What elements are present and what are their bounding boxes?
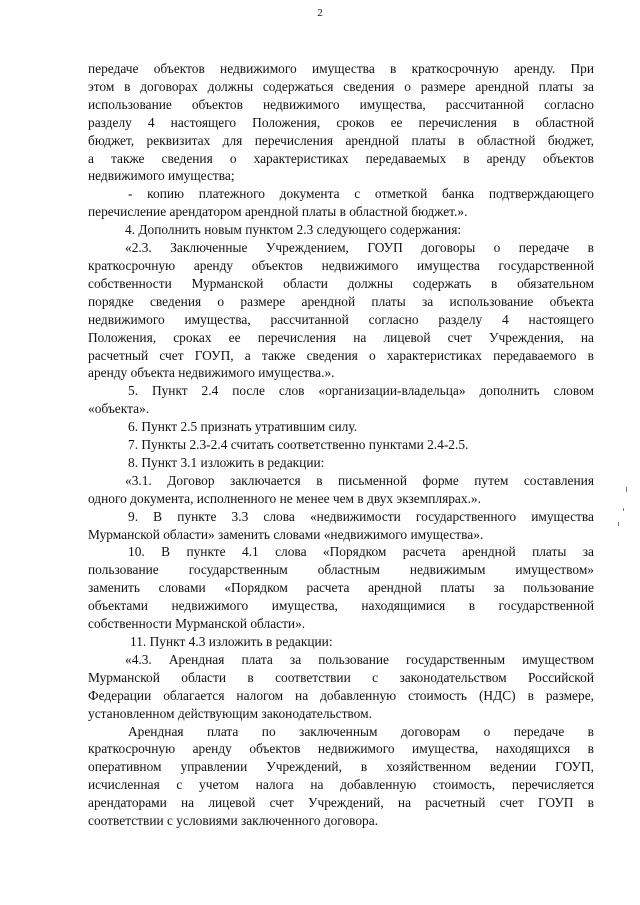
text-line: - копию платежного документа с отметкой банка подтверждающего — [128, 186, 594, 202]
scan-mark — [618, 522, 619, 526]
text-line: собственности Мурманской области». — [88, 616, 306, 632]
text-line: Арендная плата по заключенным договорам о передаче в — [128, 723, 594, 739]
text-line: 9. В пункте 3.3 слова «недвижимости государственного имущества — [128, 508, 594, 524]
text-line: «3.1. Договор заключается в письменной форме путем составления — [125, 472, 594, 488]
scan-mark — [623, 508, 624, 511]
text-line: заменить словами «Порядком расчета арендной платы за пользование — [88, 580, 594, 596]
text-line: пользование государственным областным недвижимым имуществом» — [88, 562, 594, 578]
text-line: Федерации облагается налогом на добавленную стоимость (НДС) в размере, — [88, 687, 594, 703]
text-line: краткосрочную аренду объектов недвижимого имущества государственной — [88, 257, 594, 273]
text-line: «объекта». — [88, 401, 150, 417]
text-line: недвижимого имущества, рассчитанной согласно разделу 4 настоящего — [88, 311, 594, 327]
text-line: передаче объектов недвижимого имущества в краткосрочную аренду. При — [88, 61, 594, 76]
text-line: Мурманской области в соответствии с законодательством Российской — [88, 669, 594, 685]
text-line: перечисление арендатором арендной платы в областной бюджет.». — [88, 204, 468, 220]
text-line: краткосрочную аренду объектов недвижимого имущества, находящихся в — [88, 741, 594, 757]
text-line: арендаторами на лицевой счет Учреждений, на расчетный счет ГОУП в — [88, 795, 594, 811]
text-line: 7. Пункты 2.3-2.4 считать соответственно пунктами 2.4-2.5. — [128, 437, 469, 453]
text-line: одного документа, исполненного не менее чем в двух экземплярах.». — [88, 490, 481, 506]
text-line: расчетный счет ГОУП, а также сведения о характеристиках передаваемого в — [88, 347, 594, 363]
text-line: недвижимого имущества; — [88, 168, 235, 184]
paragraph-2 — [88, 185, 594, 221]
text-line: бюджет, реквизитах для перечисления арендной платы в областной бюджет, — [88, 132, 594, 148]
text-line: разделу 4 настоящего Положения, сроков ее перечисления в областной — [88, 114, 594, 130]
paragraph-4 — [88, 239, 594, 382]
paragraph-9 — [88, 472, 594, 508]
text-line: 4. Дополнить новым пунктом 2.3 следующего содержания: — [125, 222, 462, 238]
text-line: соответствии с условиями заключенного договора. — [88, 813, 379, 829]
text-line: этом в договорах должны содержаться сведения о размере арендной платы за — [88, 78, 594, 94]
paragraph-5 — [88, 382, 594, 418]
text-line: «4.3. Арендная плата за пользование государственным имуществом — [125, 651, 594, 667]
text-line: Положения, сроках ее перечисления на лицевой счет Учреждения, на — [88, 329, 594, 345]
document-body — [88, 60, 594, 830]
text-line: собственности Мурманской области должны содержать в обязательном — [88, 275, 594, 291]
text-line: аренду объекта недвижимого имущества.». — [88, 365, 335, 381]
text-line: Мурманской области» заменить словами «недвижимого имущества». — [88, 526, 484, 542]
paragraph-12 — [88, 633, 594, 651]
text-line: использование объектов недвижимого имущества, рассчитанной согласно — [88, 96, 594, 112]
paragraph-3 — [88, 221, 594, 239]
paragraph-10 — [88, 508, 594, 544]
paragraph-14 — [88, 723, 594, 830]
text-line: 10. В пункте 4.1 слова «Порядком расчета арендной платы за — [128, 544, 594, 560]
scan-mark — [626, 487, 627, 492]
text-line: установленном действующим законодательством. — [88, 705, 372, 721]
text-line: 8. Пункт 3.1 изложить в редакции: — [128, 454, 325, 470]
text-line: 6. Пункт 2.5 признать утратившим силу. — [128, 419, 358, 435]
paragraph-13 — [88, 651, 594, 723]
paragraph-8 — [88, 454, 594, 472]
text-line: оперативном управлении Учреждений, в хозяйственном ведении ГОУП, — [88, 759, 594, 775]
paragraph-11 — [88, 543, 594, 633]
paragraph-7 — [88, 436, 594, 454]
text-line: объектами недвижимого имущества, находящимися в государственной — [88, 598, 594, 614]
text-line: «2.3. Заключенные Учреждением, ГОУП договоры о передаче в — [125, 240, 594, 256]
text-line: 5. Пункт 2.4 после слов «организации-владельца» дополнить словом — [128, 383, 594, 399]
text-line: а также сведения о характеристиках передаваемых в аренду объектов — [88, 150, 594, 166]
paragraph-6 — [88, 418, 594, 436]
text-line: порядке сведения о размере арендной платы за использование объекта — [88, 293, 594, 309]
text-line: исчисленная с учетом налога на добавленную стоимость, перечисляется — [88, 777, 594, 793]
text-line: 11. Пункт 4.3 изложить в редакции: — [130, 634, 333, 649]
paragraph-1 — [88, 60, 594, 185]
page-number: 2 — [317, 7, 323, 19]
